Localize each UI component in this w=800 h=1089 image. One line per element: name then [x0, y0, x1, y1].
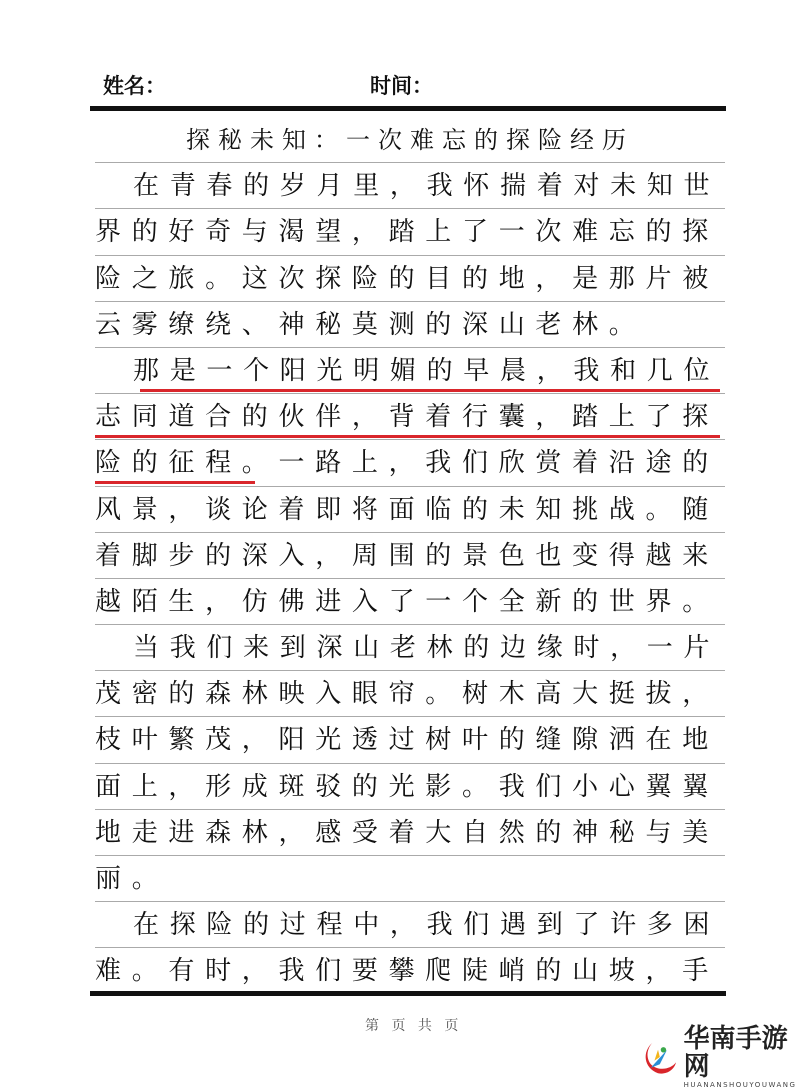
line: 当我们来到深山老林的边缘时，一片: [95, 625, 725, 671]
essay-title: 探秘未知：一次难忘的探险经历: [95, 117, 725, 163]
line: 茂密的森林映入眼帘。树木高大挺拔，: [95, 671, 725, 717]
red-underline: [95, 481, 255, 484]
red-underline: [140, 389, 720, 392]
line: 那是一个阳光明媚的早晨，我和几位: [95, 348, 725, 394]
line: 面上，形成斑驳的光影。我们小心翼翼: [95, 764, 725, 810]
line: 在青春的岁月里，我怀揣着对未知世: [95, 163, 725, 209]
name-label: 姓名：: [103, 74, 166, 98]
line: 险的征程。一路上，我们欣赏着沿途的: [95, 440, 725, 486]
line: 风景，谈论着即将面临的未知挑战。随: [95, 487, 725, 533]
line: 地走进森林，感受着大自然的神秘与美: [95, 810, 725, 856]
line: 界的好奇与渴望，踏上了一次难忘的探: [95, 209, 725, 255]
line: 着脚步的深入，周围的景色也变得越来: [95, 533, 725, 579]
top-rule: [90, 106, 726, 111]
logo-icon: [640, 1035, 680, 1079]
line: 险之旅。这次探险的目的地，是那片被: [95, 256, 725, 302]
red-underline: [95, 435, 720, 438]
site-logo: [640, 1025, 800, 1089]
line: 云雾缭绕、神秘莫测的深山老林。: [95, 302, 725, 348]
time-label: 时间：: [370, 74, 433, 98]
line: 越陌生，仿佛进入了一个全新的世界。: [95, 579, 725, 625]
line: 丽。: [95, 856, 725, 902]
logo-name: 华南手游网: [683, 1024, 788, 1082]
logo-subtitle: HUANANSHOUYOUWANG: [683, 1081, 797, 1089]
essay-lines: [95, 117, 725, 995]
page-footer: 第 页 共 页: [365, 1018, 463, 1034]
line: 志同道合的伙伴，背着行囊，踏上了探: [95, 394, 725, 440]
line: 枝叶繁茂，阳光透过树叶的缝隙洒在地: [95, 717, 725, 763]
line: 在探险的过程中，我们遇到了许多困: [95, 902, 725, 948]
line: 难。有时，我们要攀爬陡峭的山坡，手: [95, 956, 719, 987]
bottom-rule: [90, 991, 726, 996]
